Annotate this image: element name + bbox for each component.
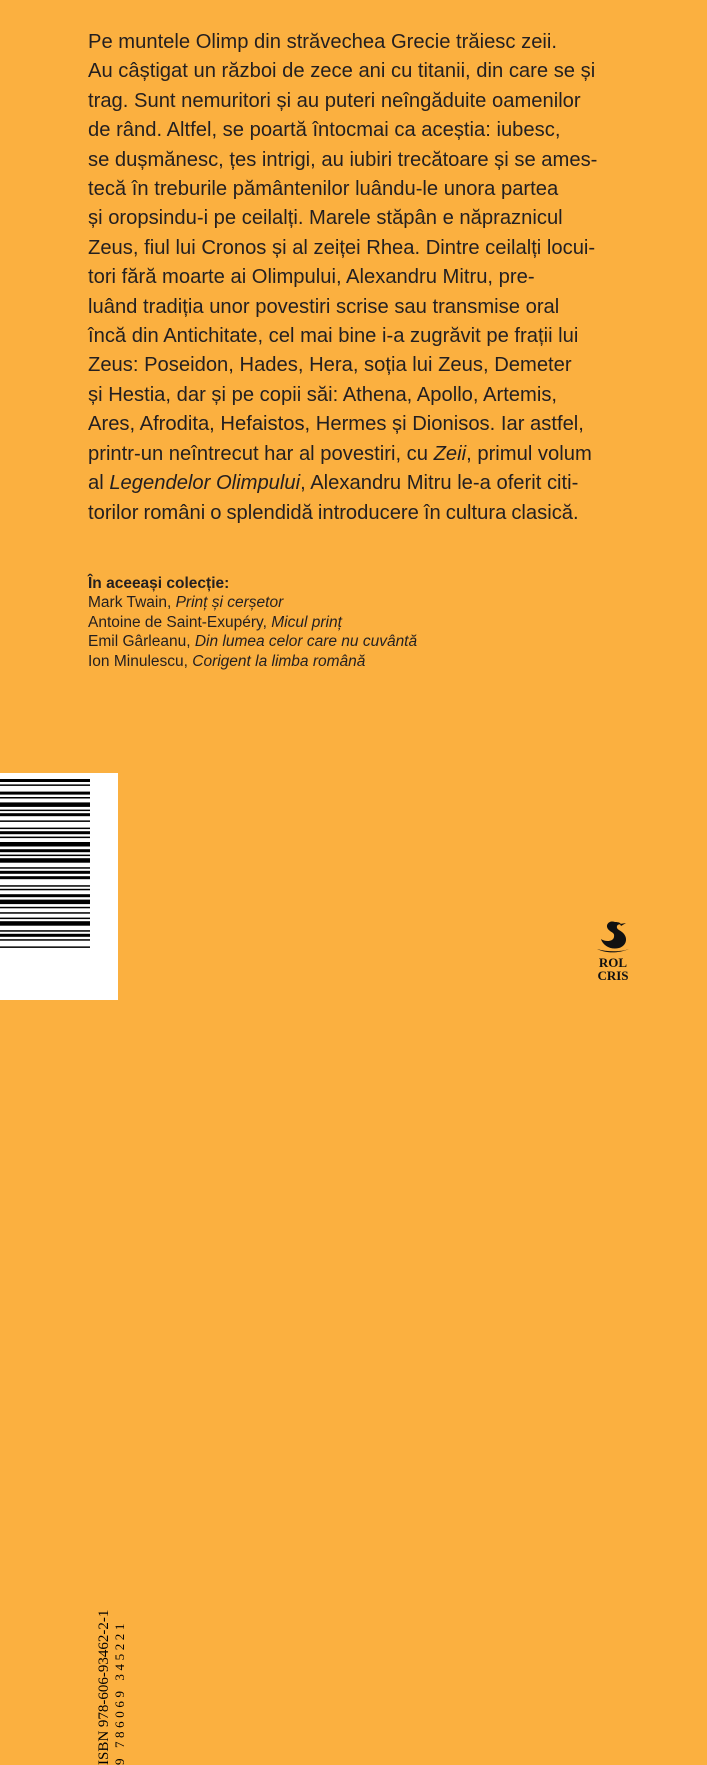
barcode-bars: [0, 773, 118, 1000]
collection-author: Antoine de Saint-Exupéry,: [88, 613, 272, 631]
blurb-line: tori fără moarte ai Olimpului, Alexandru Mitru, pre-: [88, 266, 535, 289]
blurb-line: tecă în treburile pământenilor luându-le unora partea: [88, 178, 559, 201]
blurb-line: Pe muntele Olimp din străvechea Grecie trăiesc zeii.: [88, 31, 557, 53]
collection-author: Ion Minulescu,: [88, 652, 193, 670]
blurb-line: se dușmănesc, țes intrigi, au iubiri trecătoare și se ames-: [88, 148, 598, 171]
back-cover-blurb: [88, 28, 648, 528]
blurb-text: printr-un neîntrecut har al povestiri, cu: [88, 442, 434, 465]
blurb-line: de rând. Altfel, se poartă întocmai ca aceștia: iubesc,: [88, 119, 561, 142]
blurb-line: Zeus: Poseidon, Hades, Hera, soția lui Zeus, Demeter: [88, 354, 572, 377]
swan-icon: [593, 918, 633, 956]
blurb-text: , primul volum: [466, 442, 592, 465]
collection-item: [88, 613, 648, 632]
blurb-line: încă din Antichitate, cel mai bine i-a zugrăvit pe frații lui: [88, 325, 579, 348]
blurb-line: și Hestia, dar și pe copii săi: Athena, Apollo, Artemis,: [88, 383, 558, 406]
collection-title: Prinț și cerșetor: [175, 594, 284, 612]
publisher-logo: [588, 918, 638, 982]
publisher-name-line1: ROL: [598, 955, 628, 970]
collection-title: Corigent la limba română: [192, 652, 366, 670]
blurb-line: luând tradiția unor povestiri scrise sau transmise oral: [88, 295, 560, 318]
ean-digits: 9 786069 345221: [112, 1620, 127, 1765]
blurb-line: Ares, Afrodita, Hefaistos, Hermes și Dionisos. Iar astfel,: [88, 413, 584, 436]
blurb-line: și oropsindu-i pe ceilalți. Marele stăpân e năpraznicul: [88, 207, 563, 230]
series-title: Legendelor Olimpului: [109, 472, 301, 495]
collection-heading: În aceeași colecție:: [88, 575, 230, 592]
blurb-line: [88, 440, 648, 469]
collection-item: [88, 593, 648, 612]
blurb-line: torilor români o splendidă introducere în cultura clasică.: [88, 501, 579, 524]
publisher-name-line2: CRIS: [597, 968, 629, 983]
collection-author: Mark Twain,: [88, 594, 176, 612]
collection-author: Emil Gârleanu,: [88, 633, 195, 651]
collection-title: Din lumea celor care nu cuvântă: [194, 633, 418, 651]
blurb-line: [88, 469, 648, 498]
same-collection-list: [88, 574, 648, 671]
blurb-text: al: [88, 472, 110, 495]
blurb-line: Au câștigat un război de zece ani cu titanii, din care se și: [88, 60, 596, 83]
blurb-line: Zeus, fiul lui Cronos și al zeiței Rhea. Dintre ceilalți locui-: [88, 236, 596, 259]
isbn-number: ISBN 978-606-93462-2-1: [96, 1609, 112, 1765]
collection-item: [88, 632, 648, 651]
blurb-text: , Alexandru Mitru le-a oferit citi-: [300, 472, 579, 495]
book-title-zeii: Zeii: [433, 442, 467, 465]
blurb-line: trag. Sunt nemuritori și au puteri neîngăduite oamenilor: [88, 89, 581, 112]
isbn-barcode: [0, 773, 127, 1765]
collection-title: Micul prinț: [271, 613, 342, 631]
collection-item: [88, 652, 648, 671]
